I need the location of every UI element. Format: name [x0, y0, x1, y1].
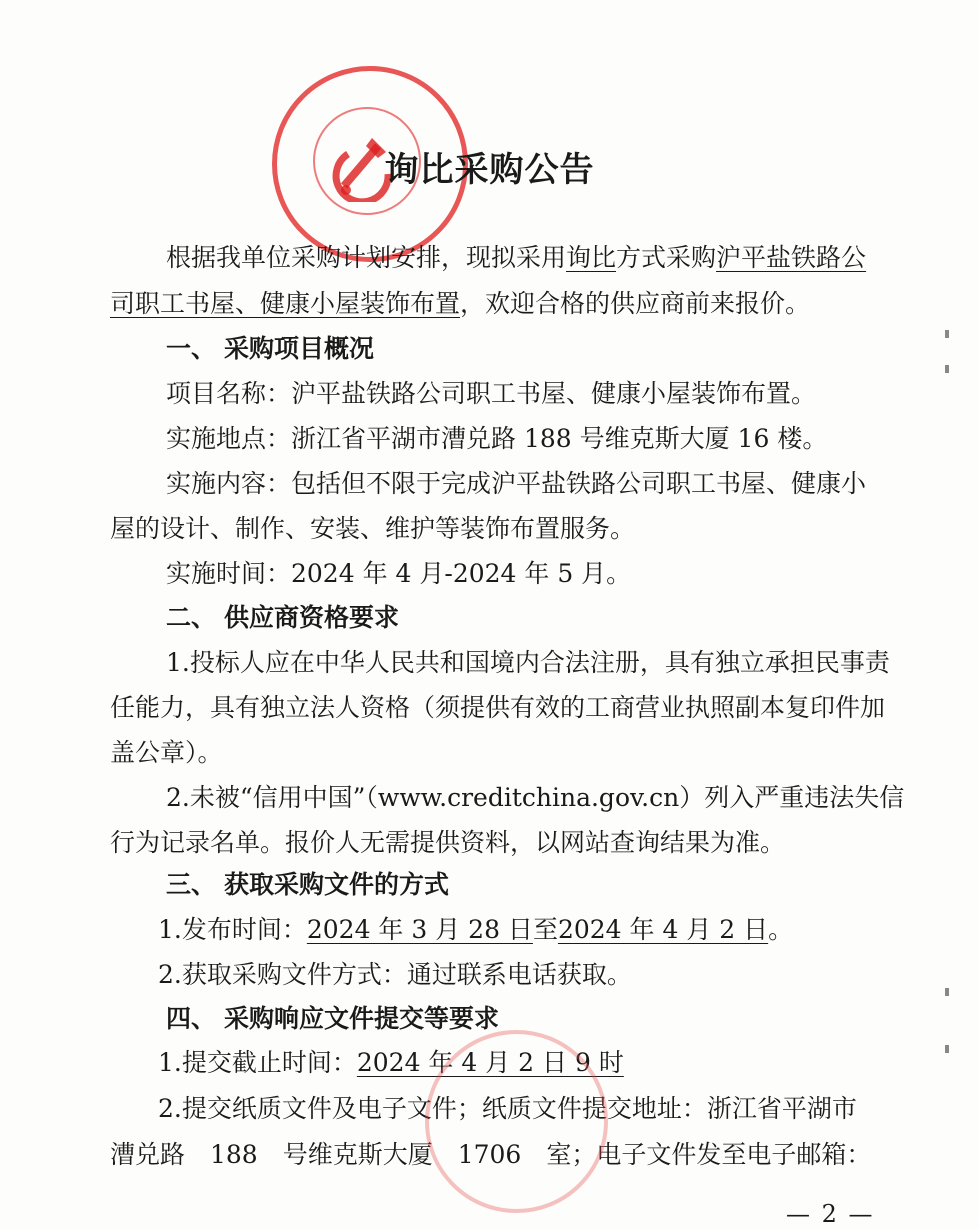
section-heading-2 [166, 600, 399, 636]
requirement-2-line-1: 2.未被“信用中国”（www.creditchina.gov.cn）列入严重违法失信 [166, 783, 905, 812]
requirement-1-line-2: 任能力，具有独立法人资格（须提供有效的工商营业执照副本复印件加 [110, 693, 886, 722]
page-title: 询比采购公告 [384, 150, 595, 190]
section-title: 获取采购文件的方式 [224, 870, 450, 899]
requirement-1-line-3: 盖公章）。 [110, 738, 223, 767]
section-title: 采购项目概况 [224, 334, 375, 363]
section-heading-1 [166, 331, 374, 367]
section-heading-3 [166, 867, 449, 903]
project-content-2: 屋的设计、制作、安装、维护等装饰布置服务。 [110, 514, 636, 543]
project-content-1: 实施内容：包括但不限于完成沪平盐铁路公司职工书屋、健康小 [166, 469, 867, 498]
requirement-2-line-2: 行为记录名单。报价人无需提供资料，以网站查询结果为准。 [110, 828, 786, 857]
intro-text: 方式采购 [616, 243, 717, 272]
section-number: 一、 [166, 334, 217, 363]
intro-line-2 [110, 286, 870, 322]
release-end-date: 2024 年 4 月 2 日 [557, 915, 769, 944]
project-name: 项目名称：沪平盐铁路公司职工书屋、健康小屋装饰布置。 [166, 379, 817, 408]
section-number: 三、 [166, 870, 217, 899]
project-time: 实施时间：2024 年 4 月-2024 年 5 月。 [166, 559, 632, 588]
release-start-date: 2024 年 3 月 28 日 [306, 915, 533, 944]
page-number: — 2 — [786, 1200, 875, 1228]
project-name-part: 沪平盐铁路公 [716, 243, 867, 272]
section-number: 四、 [166, 1004, 217, 1033]
submission-deadline [158, 1045, 918, 1081]
project-name-part: 司职工书屋、健康小屋装饰布置 [110, 289, 461, 318]
deadline-value: 2024 年 4 月 2 日 9 时 [356, 1048, 624, 1077]
obtain-method: 2.获取采购文件方式：通过联系电话获取。 [158, 960, 632, 989]
release-separator: 至 [532, 915, 558, 944]
release-time [158, 912, 918, 948]
submission-line-1: 2.提交纸质文件及电子文件；纸质文件提交地址：浙江省平湖市 [158, 1094, 857, 1123]
intro-text: 根据我单位采购计划安排，现拟采用 [166, 243, 567, 272]
section-title: 供应商资格要求 [224, 603, 400, 632]
release-label: 1.发布时间： [158, 915, 307, 944]
scan-mark [945, 1045, 949, 1053]
section-title: 采购响应文件提交等要求 [224, 1004, 500, 1033]
deadline-label: 1.提交截止时间： [158, 1048, 357, 1077]
scan-mark [945, 988, 949, 996]
release-tail: 。 [768, 915, 794, 944]
requirement-1-line-1: 1.投标人应在中华人民共和国境内合法注册，具有独立承担民事责 [166, 648, 890, 677]
submission-line-2: 漕兑路 188 号维克斯大厦 1706 室；电子文件发至电子邮箱： [110, 1140, 872, 1169]
scan-mark [945, 365, 949, 373]
scan-mark [945, 330, 949, 338]
procurement-method: 询比 [566, 243, 617, 272]
section-number: 二、 [166, 603, 217, 632]
intro-text: ，欢迎合格的供应商前来报价。 [460, 289, 811, 318]
project-location: 实施地点：浙江省平湖市漕兑路 188 号维克斯大厦 16 楼。 [166, 424, 828, 453]
section-heading-4 [166, 1001, 499, 1037]
intro-line-1 [166, 240, 926, 276]
